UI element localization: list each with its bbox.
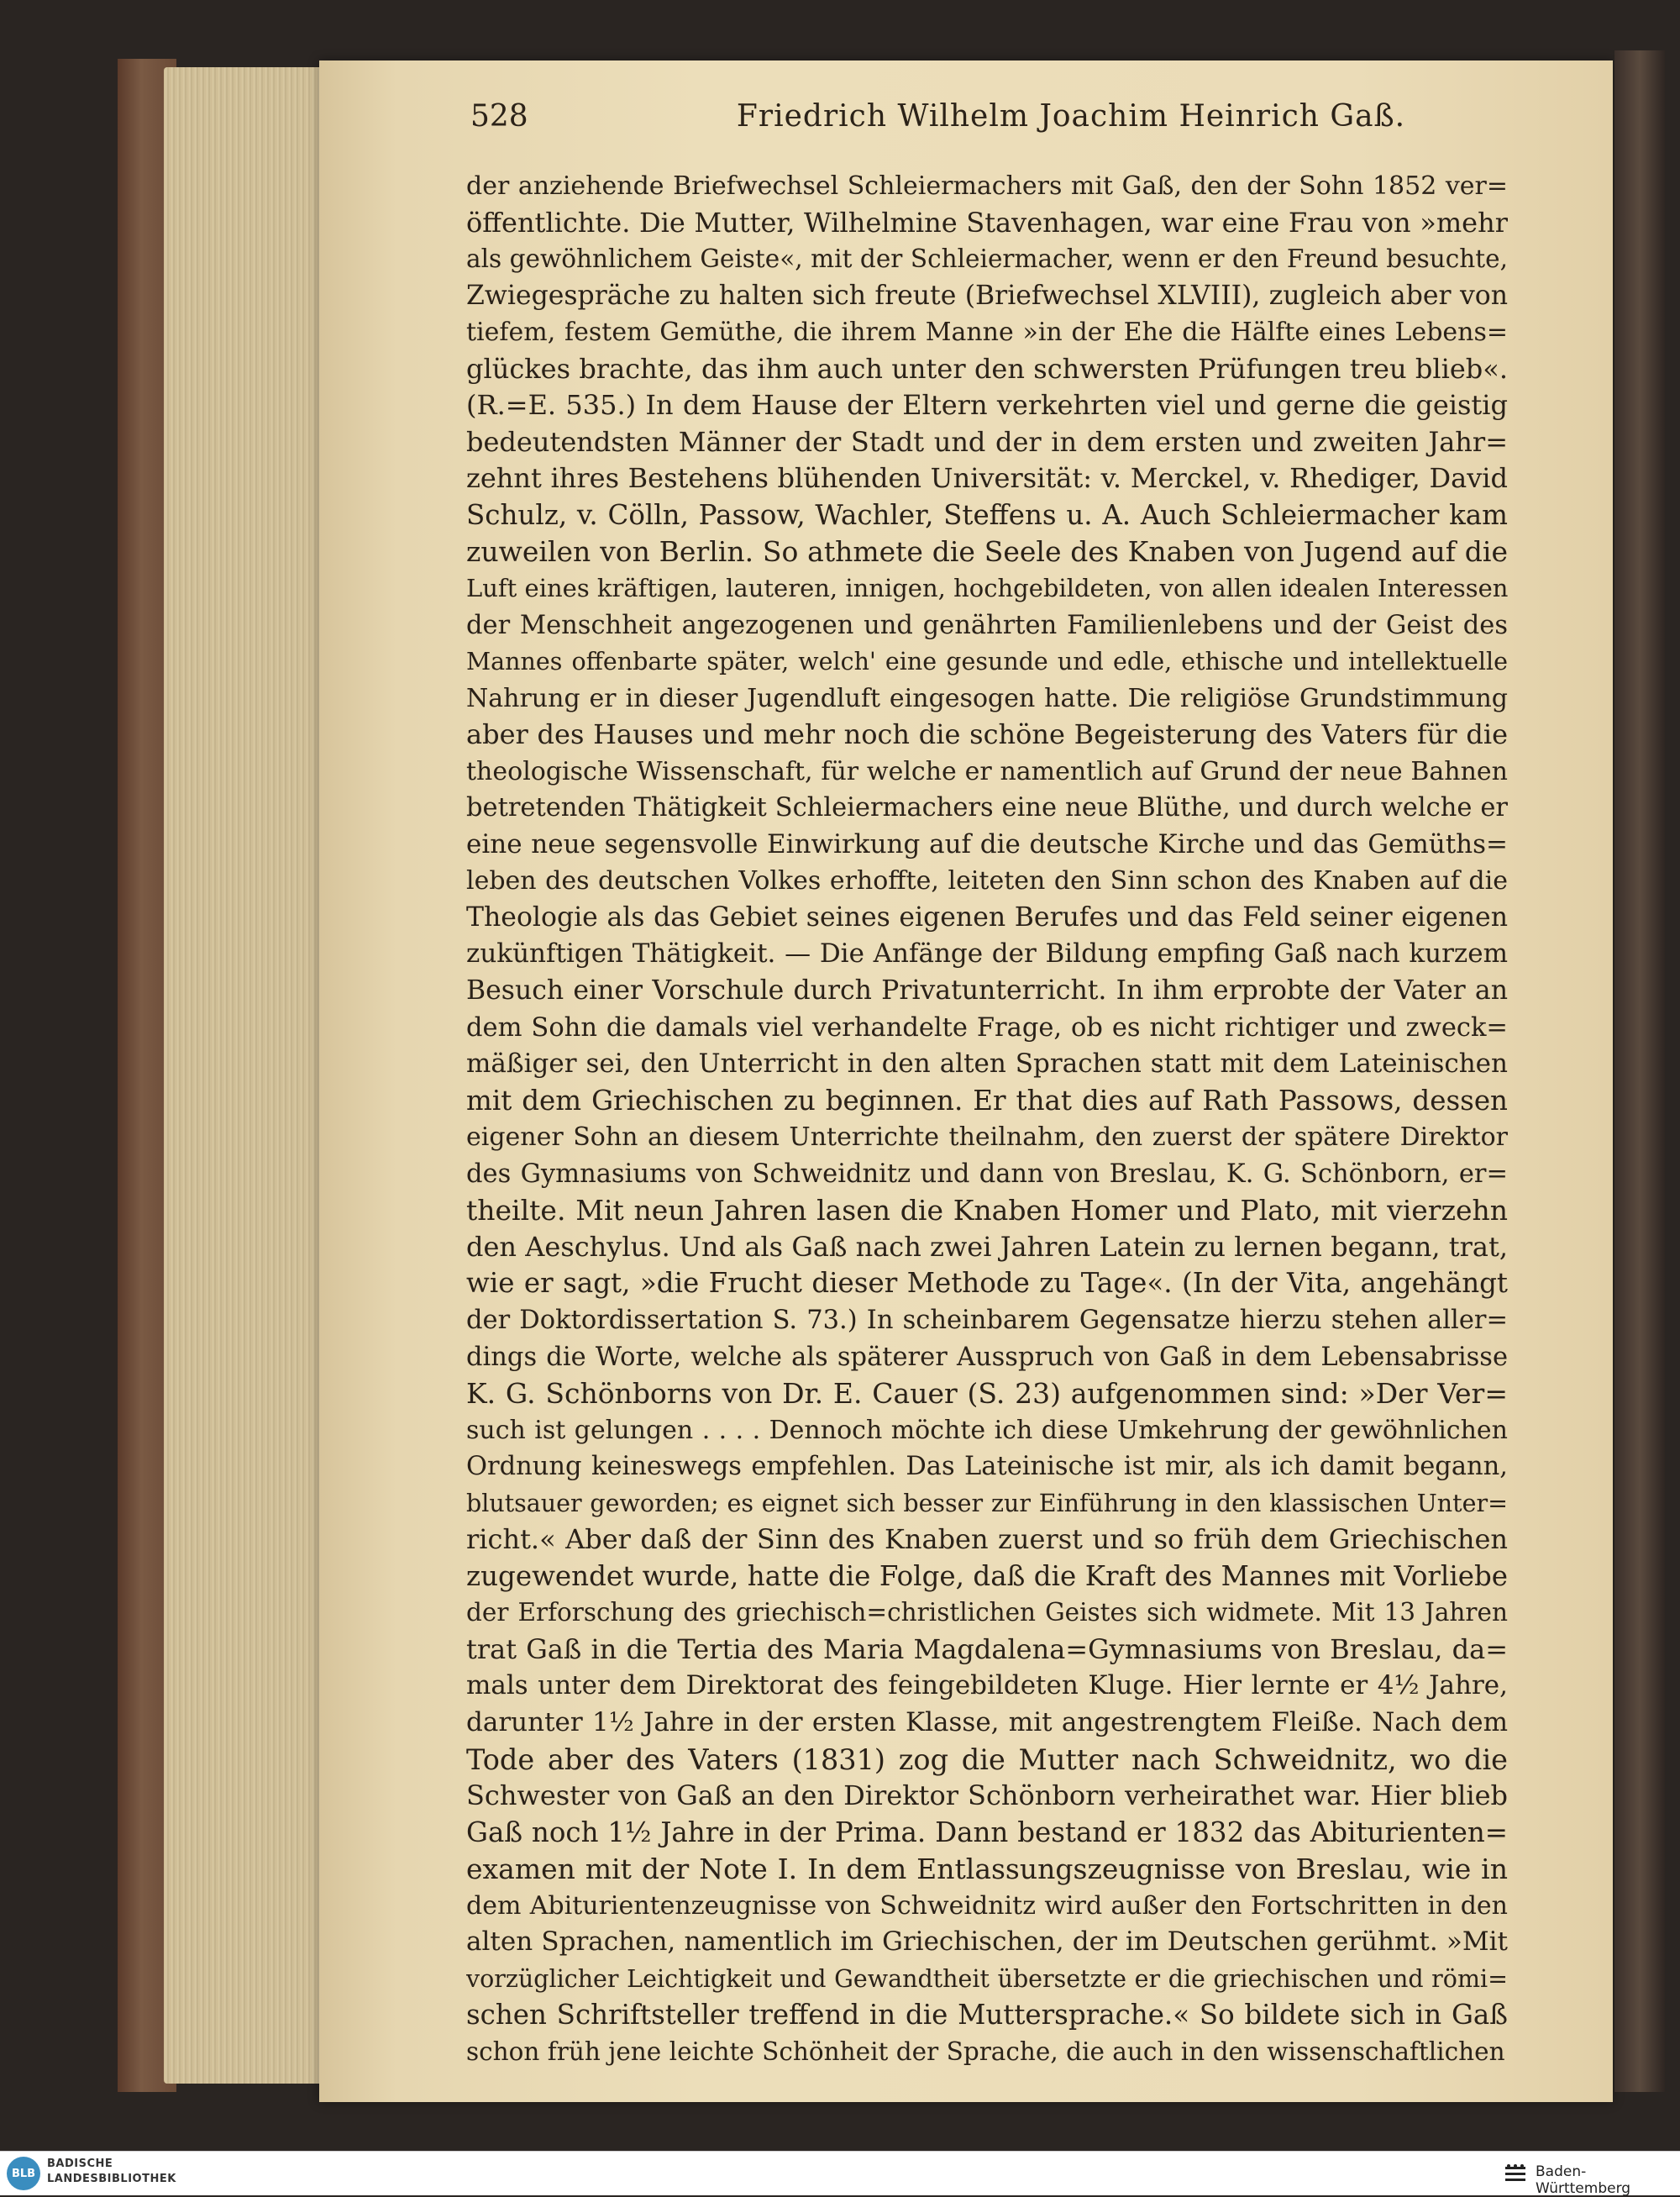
text-line: vorzüglicher Leichtigkeit und Gewandtheit übersetzte er die griechischen und römi= bbox=[466, 1964, 1508, 1993]
text-line: zehnt ihres Bestehens blühenden Universität: v. Merckel, v. Rhediger, David bbox=[466, 462, 1508, 495]
text-line: wie er sagt, »die Frucht dieser Methode zu Tage«. (In der Vita, angehängt bbox=[466, 1267, 1508, 1300]
blb-logo-icon[interactable]: BLB bbox=[7, 2157, 40, 2190]
text-line: Mannes offenbarte später, welch' eine gesunde und edle, ethische und intellektuelle bbox=[466, 648, 1508, 676]
text-line: theilte. Mit neun Jahren lasen die Knaben Homer und Plato, mit vierzehn bbox=[466, 1194, 1508, 1227]
text-line: trat Gaß in die Tertia des Maria Magdalena=Gymnasiums von Breslau, da= bbox=[466, 1632, 1508, 1665]
text-line: glückes brachte, das ihm auch unter den schwersten Prüfungen treu blieb«. bbox=[466, 352, 1508, 385]
text-line: bedeutendsten Männer der Stadt und der in dem ersten und zweiten Jahr= bbox=[466, 425, 1508, 458]
text-line: tiefem, festem Gemüthe, die ihrem Manne »in der Ehe die Hälfte eines Lebens= bbox=[466, 318, 1508, 348]
library-name-line2: LANDESBIBLIOTHEK bbox=[47, 2173, 176, 2185]
text-line: K. G. Schönborns von Dr. E. Cauer (S. 23) aufgenommen sind: »Der Ver= bbox=[466, 1377, 1508, 1411]
text-line: Luft eines kräftigen, lauteren, innigen, hochgebildeten, von allen idealen Interessen bbox=[466, 574, 1508, 603]
page-edges bbox=[164, 67, 323, 2084]
text-line: betretenden Thätigkeit Schleiermachers eine neue Blüthe, und durch welche er bbox=[466, 793, 1508, 823]
text-line: Schulz, v. Cölln, Passow, Wachler, Steffens u. A. Auch Schleiermacher kam bbox=[466, 498, 1508, 531]
library-name-line1: BADISCHE bbox=[47, 2158, 113, 2170]
text-line: leben des deutschen Volkes erhoffte, leiteten den Sinn schon des Knaben auf die bbox=[466, 866, 1508, 896]
text-line: Schwester von Gaß an den Direktor Schönborn verheirathet war. Hier blieb bbox=[466, 1779, 1508, 1812]
text-line: Tode aber des Vaters (1831) zog die Mutter nach Schweidnitz, wo die bbox=[466, 1742, 1508, 1776]
text-line: darunter 1½ Jahre in der ersten Klasse, mit angestrengtem Fleiße. Nach dem bbox=[466, 1706, 1508, 1737]
text-line: dings die Worte, welche als späterer Ausspruch von Gaß in dem Lebensabrisse bbox=[466, 1342, 1508, 1372]
text-line: alten Sprachen, namentlich im Griechischen, der im Deutschen gerühmt. »Mit bbox=[466, 1926, 1508, 1958]
page-number: 528 bbox=[470, 99, 528, 134]
text-line: dem Abiturientenzeugnisse von Schweidnitz wird außer den Fortschritten in den bbox=[466, 1890, 1508, 1921]
text-line: Gaß noch 1½ Jahre in der Prima. Dann bestand er 1832 das Abiturienten= bbox=[466, 1816, 1508, 1848]
text-line: öffentlichte. Die Mutter, Wilhelmine Stavenhagen, war eine Frau von »mehr bbox=[466, 206, 1508, 239]
text-line: als gewöhnlichem Geiste«, mit der Schleiermacher, wenn er den Freund besuchte, bbox=[466, 244, 1508, 274]
text-line: Nahrung er in dieser Jugendluft eingesogen hatte. Die religiöse Grundstimmung bbox=[466, 683, 1508, 713]
text-line: schen Schriftsteller treffend in die Muttersprache.« So bildete sich in Gaß bbox=[466, 1999, 1508, 2031]
book-cover-right bbox=[1614, 50, 1665, 2092]
text-line: eine neue segensvolle Einwirkung auf die deutsche Kirche und das Gemüths= bbox=[466, 828, 1508, 859]
text-line: examen mit der Note I. In dem Entlassungszeugnisse von Breslau, wie in bbox=[466, 1853, 1508, 1886]
text-line: des Gymnasiums von Schweidnitz und dann von Breslau, K. G. Schönborn, er= bbox=[466, 1159, 1508, 1189]
text-line: (R.=E. 535.) In dem Hause der Eltern verkehrten viel und gerne die geistig bbox=[466, 389, 1508, 422]
state-name[interactable]: Baden-Württemberg bbox=[1536, 2163, 1631, 2197]
text-line: Zwiegespräche zu halten sich freute (Briefwechsel XLVIII), zugleich aber von bbox=[466, 280, 1508, 311]
text-line: richt.« Aber daß der Sinn des Knaben zuerst und so früh dem Griechischen bbox=[466, 1523, 1508, 1556]
text-line: Theologie als das Gebiet seines eigenen Berufes und das Feld seiner eigenen bbox=[466, 901, 1508, 933]
text-line: eigener Sohn an diesem Unterrichte theilnahm, den zuerst der spätere Direktor bbox=[466, 1122, 1508, 1153]
page-header bbox=[470, 92, 1504, 143]
text-line: den Aeschylus. Und als Gaß nach zwei Jahren Latein zu lernen begann, trat, bbox=[466, 1230, 1508, 1263]
text-line: zugewendet wurde, hatte die Folge, daß die Kraft des Mannes mit Vorliebe bbox=[466, 1559, 1508, 1592]
text-line: aber des Hauses und mehr noch die schöne Begeisterung des Vaters für die bbox=[466, 718, 1508, 751]
text-line: blutsauer geworden; es eignet sich besser zur Einführung in den klassischen Unter= bbox=[466, 1489, 1508, 1517]
text-line: zukünftigen Thätigkeit. — Die Anfänge der Bildung empfing Gaß nach kurzem bbox=[466, 938, 1508, 970]
viewer-footer bbox=[0, 2151, 1680, 2195]
text-line: der Menschheit angezogenen und genährten Familienlebens und der Geist des bbox=[466, 610, 1508, 640]
text-line: Ordnung keineswegs empfehlen. Das Lateinische ist mir, als ich damit begann, bbox=[466, 1452, 1508, 1482]
text-line: schon früh jene leichte Schönheit der Sprache, die auch in den wissenschaftlichen bbox=[466, 2037, 1505, 2066]
text-line: der Doktordissertation S. 73.) In scheinbarem Gegensatze hierzu stehen aller= bbox=[466, 1305, 1508, 1335]
bw-lions-icon bbox=[1504, 2163, 1527, 2185]
text-line: dem Sohn die damals viel verhandelte Frage, ob es nicht richtiger und zweck= bbox=[466, 1012, 1508, 1043]
text-line: mit dem Griechischen zu beginnen. Er that dies auf Rath Passows, dessen bbox=[466, 1084, 1508, 1117]
library-name[interactable] bbox=[47, 2157, 176, 2187]
text-line: Besuch einer Vorschule durch Privatunterricht. In ihm erprobte der Vater an bbox=[466, 975, 1508, 1007]
text-line: der anziehende Briefwechsel Schleiermachers mit Gaß, den der Sohn 1852 ver= bbox=[466, 171, 1508, 201]
running-title: Friedrich Wilhelm Joachim Heinrich Gaß. bbox=[736, 99, 1406, 134]
text-line: der Erforschung des griechisch=christlichen Geistes sich widmete. Mit 13 Jahren bbox=[466, 1598, 1508, 1627]
body-text bbox=[466, 168, 1508, 2070]
text-line: such ist gelungen . . . . Dennoch möchte ich diese Umkehrung der gewöhnlichen bbox=[466, 1415, 1508, 1445]
text-line: zuweilen von Berlin. So athmete die Seele des Knaben von Jugend auf die bbox=[466, 535, 1508, 569]
text-line: mals unter dem Direktorat des feingebildeten Kluge. Hier lernte er 4½ Jahre, bbox=[466, 1670, 1508, 1701]
text-line: mäßiger sei, den Unterricht in den alten Sprachen statt mit dem Lateinischen bbox=[466, 1049, 1508, 1080]
text-line: theologische Wissenschaft, für welche er namentlich auf Grund der neue Bahnen bbox=[466, 756, 1508, 786]
